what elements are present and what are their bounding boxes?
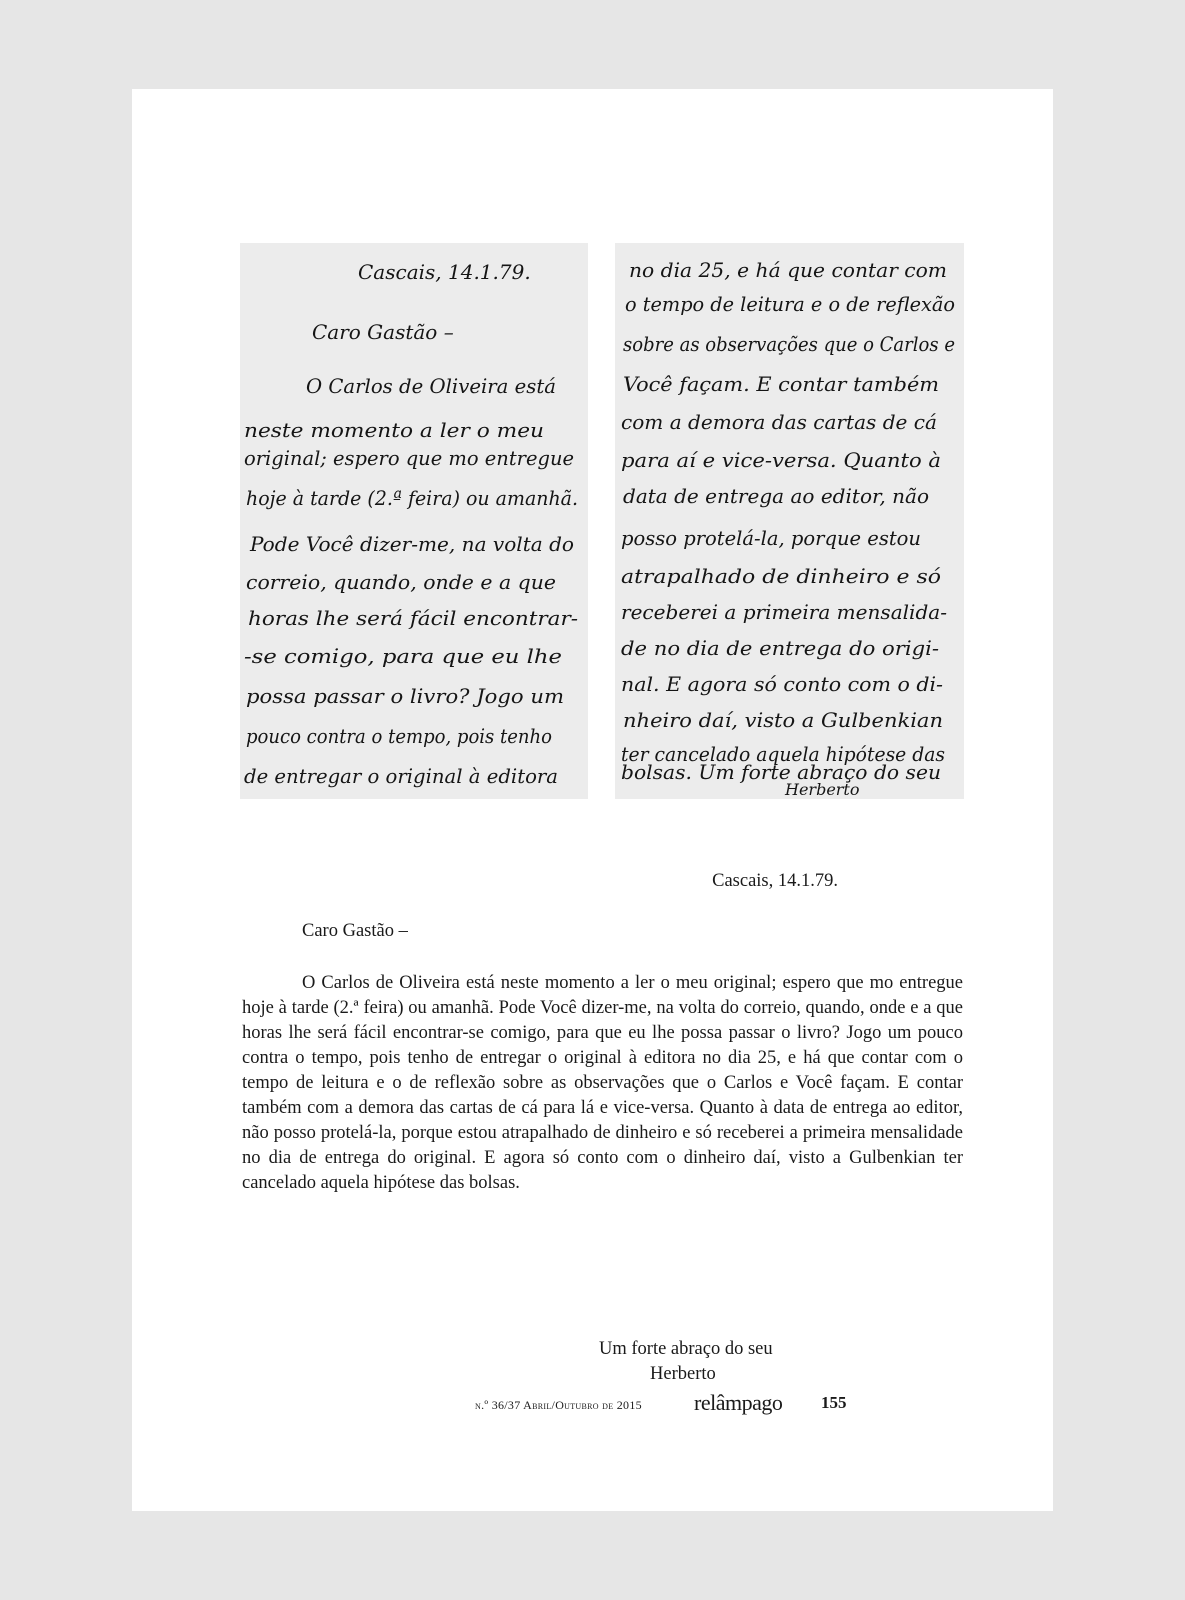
ms-signature: Herberto xyxy=(785,780,860,799)
ms-left-line: de entregar o original à editora xyxy=(244,764,558,788)
ms-right-line: posso protelá-la, porque estou xyxy=(621,526,921,550)
ms-left-line: pouco contra o tempo, pois tenho xyxy=(246,724,552,748)
manuscript-page-left xyxy=(240,243,588,799)
manuscript-right-svg xyxy=(615,243,964,799)
ms-left-line: Cascais, 14.1.79. xyxy=(358,260,531,284)
magazine-page xyxy=(132,89,1053,1511)
ms-right-line: nheiro daí, visto a Gulbenkian xyxy=(623,708,943,732)
magazine-title: relâmpago xyxy=(694,1390,783,1415)
ms-left-line: neste momento a ler o meu xyxy=(244,418,544,442)
ms-left-line: O Carlos de Oliveira está xyxy=(306,374,556,398)
ms-right-line: de no dia de entrega do origi- xyxy=(621,636,940,660)
ms-right-line: para aí e vice-versa. Quanto à xyxy=(621,448,941,472)
ms-left-line: possa passar o livro? Jogo um xyxy=(246,684,564,708)
ms-left-line: horas lhe será fácil encontrar- xyxy=(248,606,579,630)
ms-right-line: data de entrega ao editor, não xyxy=(623,484,929,508)
ms-right-line: o tempo de leitura e o de reflexão xyxy=(625,292,955,316)
ms-left-line: Pode Você dizer-me, na volta do xyxy=(248,532,574,556)
ms-right-line: com a demora das cartas de cá xyxy=(621,410,937,434)
letter-body: O Carlos de Oliveira está neste momento a ler o meu original; espero que mo entregue hoje à tarde (2.ª feira) ou amanhã. Pode Você dizer-me, na volta do correio, quando, onde e a que horas lhe será fácil encontrar-se comigo, para que eu lhe possa passar o livro? Jogo um pouco contra o tempo, pois tenho de entregar o original à editora no dia 25, e há que contar com o tempo de leitura e o de reflexão sobre as observações que o Carlos e Você façam. E contar também com a demora das cartas de cá para lá e vice-versa. Quanto à data de entrega ao editor, não posso protelá-la, porque estou atrapalhado de dinheiro e só receberei a primeira mensalidade no dia de entrega do original. E agora só conto com o dinheiro daí, visto a Gulbenkian ter cancelado aquela hipótese das bolsas. xyxy=(242,973,963,1193)
ms-left-line: -se comigo, para que eu lhe xyxy=(244,644,562,668)
ms-right-line: Você façam. E contar também xyxy=(623,372,939,396)
letter-greeting: Caro Gastão – xyxy=(302,921,408,941)
ms-right-line: receberei a primeira mensalida- xyxy=(621,600,948,624)
issue-info: n.º 36/37 Abril/Outubro de 2015 xyxy=(475,1398,642,1412)
ms-left-line: correio, quando, onde e a que xyxy=(246,570,556,594)
ms-right-line: sobre as observações que o Carlos e xyxy=(623,332,955,356)
letter-signature: Herberto xyxy=(650,1364,716,1384)
ms-left-line: Caro Gastão – xyxy=(312,320,454,344)
ms-right-line: ter cancelado aquela hipótese das xyxy=(621,742,945,766)
ms-right-line: nal. E agora só conto com o di- xyxy=(621,672,944,696)
ms-right-line: atrapalhado de dinheiro e só xyxy=(621,564,941,588)
ms-right-line: no dia 25, e há que contar com xyxy=(629,258,947,282)
ms-left-line: hoje à tarde (2.ª feira) ou amanhã. xyxy=(246,486,578,510)
manuscript-page-right xyxy=(615,243,964,799)
manuscript-left-svg xyxy=(240,243,588,799)
letter-date: Cascais, 14.1.79. xyxy=(712,871,838,891)
letter-closing: Um forte abraço do seu xyxy=(599,1339,773,1359)
page-number: 155 xyxy=(821,1393,847,1412)
ms-right-line: bolsas. Um forte abraço do seu xyxy=(621,760,941,784)
ms-left-line: original; espero que mo entregue xyxy=(244,446,574,470)
